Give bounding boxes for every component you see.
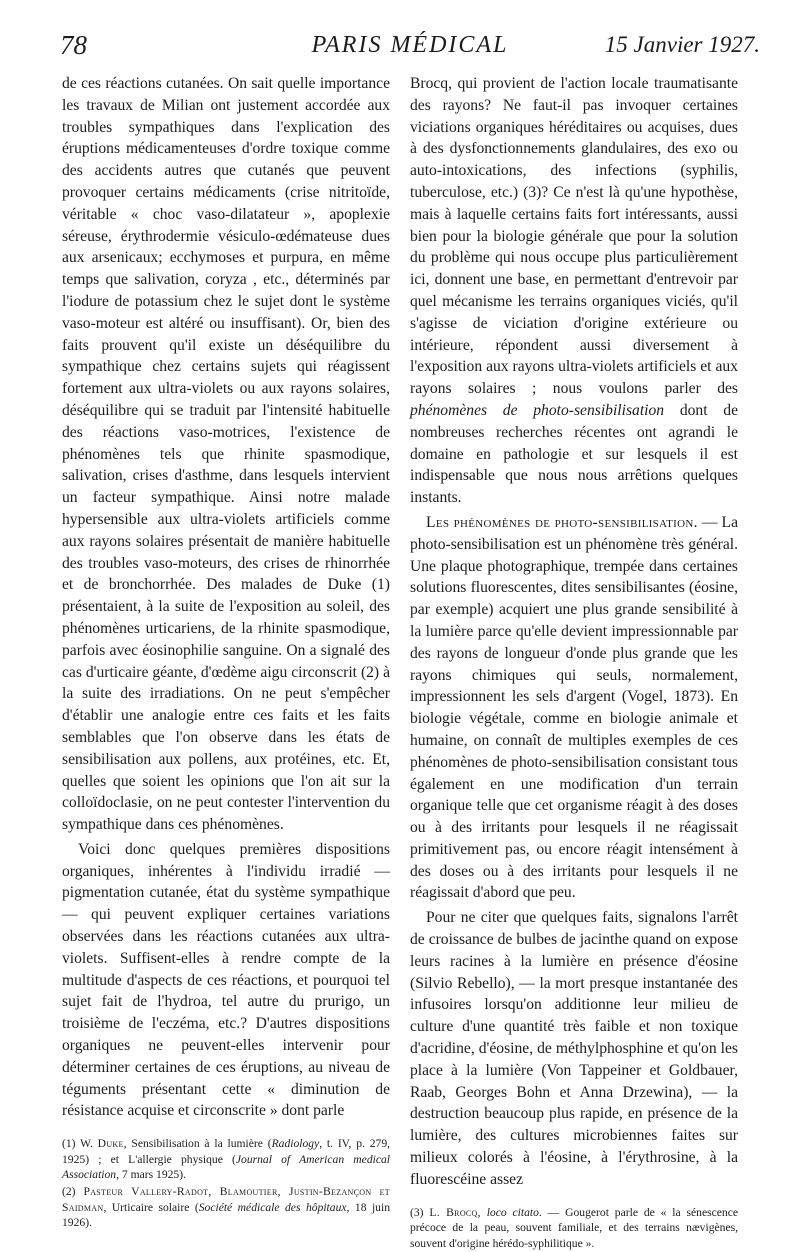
section-heading: Les phénomènes de photo-sensibilisation. [426,513,698,531]
paragraph: Brocq, qui provient de l'action locale traumatisante des rayons? Ne faut-il pas invoquer certaines viciations organiques héréditaires ou acquises, dues à des dysfonctionnements glandulaires, des exo ou auto-intoxications, des infections (syphilis, tuberculose, etc.) (3)? Ce n'est là qu'une hypothèse, mais à laquelle certains faits fort intéressants, aussi bien pour la biologie générale que pour la solution du problème qui nous occupe plus particulièrement ici, donnent une base, en permettant d'entrevoir par quel mécanisme les terrains organiques viciés, qu'il s'agisse de viciation d'origine extérieure ou intérieure, répondent aussi diversement à l'exposition aux rayons ultra-violets artificiels et aux rayons solaires ; nous voulons parler des phénomènes de photo-sensibilisation dont de nombreuses recherches récentes ont agrandi le domaine en pathologie et sur lesquels il est indispensable que nous nous arrêtions quelques instants. [410,75,738,507]
paragraph: de ces réactions cutanées. On sait quelle importance les travaux de Milian ont justement accordée aux troubles sympathiques dans l'explication des éruptions médicamenteuses d'ordre toxique comme des accidents autres que cutanés que peuvent provoquer certains médicaments (crise nitritoïde, véritable « choc vaso-dilatateur », apoplexie séreuse, érythrodermie vésiculo-œdémateuse dues aux arsenicaux; ecchymoses et purpura, en même temps que salivation, coryza , etc., déterminés par l'iodure de potassium chez le sujet dont le système vaso-moteur est altéré ou insuffisant). Or, bien des faits prouvent qu'il existe un déséquilibre du sympathique chez certains sujets qui réagissent fortement aux ultra-violets ou aux rayons solaires, déséquilibre qui se traduit par l'intensité habituelle des réactions vaso-motrices, l'existence de phénomènes tels que rhinite spasmodique, salivation, crises d'asthme, dans lesquels intervient un facteur sympathique. Ainsi notre malade hypersensible aux ultra-violets artificiels comme aux rayons solaires présentait de manière habituelle des troubles vaso-moteurs, des crises de rhinorrhée et de bronchorrhée. Des malades de Duke (1) présentaient, à la suite de l'exposition au soleil, des phénomènes urticariens, de la rhinite spasmodique, parfois avec éosinophilie sanguine. On a signalé des cas d'urticaire géante, d'œdème aigu circonscrit (2) à la suite des irradiations. On ne peut s'empêcher d'établir une analogie entre ces faits et les faits semblables que l'on observe dans les états de sensibilisation aux pollens, aux protéines, etc. Et, quelles que soient les opinions que l'on ait sur la colloïdoclasie, on ne peut contester l'intervention du sympathique dans ces phénomènes. [62,75,390,834]
paragraph: Voici donc quelques premières dispositions organiques, inhérentes à l'individu irradié — pigmentation cutanée, état du système sympathique — qui peuvent expliquer certaines variations observées dans les réactions cutanées aux ultra-violets. Suffisent-elles à rendre compte de la multitude d'aspects de ces réactions, et pourquoi tel sujet fait de l'hydroa, tel autre du prurigo, un troisième de l'eczéma, etc.? D'autres dispositions organiques ne peuvent-elles intervenir pour déterminer certaines de ces éruptions, au niveau de téguments présentant cette « diminution de résistance acquise et circonscrite » dont parle [62,840,390,1120]
issue-date: 15 Janvier 1927. [604,32,760,57]
right-column [410,73,738,1252]
footnotes [410,1205,738,1252]
running-header [60,30,760,70]
footnotes [62,1136,390,1231]
left-column [62,73,390,1232]
journal-title: PARIS MÉDICAL [311,32,509,58]
section-paragraph: Les phénomènes de photo-sensibilisation. — La photo-sensibilisation est un phénomène très général. Une plaque photographique, trempée dans certaines solutions fluorescentes, dites sensibilisantes (éosine, par exemple) acquiert une plus grande sensibilité à la lumière parce qu'elle devient impressionnable par des rayons de longueur d'onde plus grande que les rayons chimiques qui seuls, normalement, impressionnent les sels d'argent (Vogel, 1873). En biologie végétale, comme en biologie animale et humaine, on connaît de multiples exemples de ces phénomènes de photo-sensibilisation consistant tous également en une modification d'un terrain organique telle que cet organisme réagit à des doses ou à des irritants pour lesquels il ne réagissait primitivement pas, ou encore réagit intensément à des doses ou à des irritants pour lesquels il ne réagissait d'abord que peu. [410,513,738,902]
footnote-3: (3) L. Brocq, loco citato. — Gougerot parle de « la sénescence précoce de la peau, souvent familiale, et des terrains nævigènes, souvent d'origine hérédo-syphilitique ». [410,1205,739,1250]
footnote-2: (2) Pasteur Vallery-Radot, Blamoutier, Justin-Bezançon et Saidman, Urticaire solaire (Société médicale des hôpitaux, 18 juin 1926). [62,1185,390,1230]
footnote-1: (1) W. Duke, Sensibilisation à la lumière (Radiology, t. IV, p. 279, 1925) ; et L'allergie physique (Journal of American medical Association, 7 mars 1925). [62,1137,391,1182]
page-number: 78 [60,30,87,60]
paragraph: Pour ne citer que quelques faits, signalons l'arrêt de croissance de bulbes de jacinthe quand on expose leurs racines à la lumière en présence d'éosine (Silvio Rebello), — la mort presque instantanée des infusoires lorsqu'on additionne leur milieu de culture d'une quantité très faible et non toxique d'acridine, d'éosine, de méthylphosphine et qu'on les place à la lumière (Von Tappeiner et Goldbauer, Raab, Georges Bohn et Anna Drzewina), — la destruction beaucoup plus rapide, en présence de la lumière, des cultures microbiennes faites sur milieux colorés à l'éosine, à l'érythrosine, à la fluorescéine assez [410,909,738,1188]
